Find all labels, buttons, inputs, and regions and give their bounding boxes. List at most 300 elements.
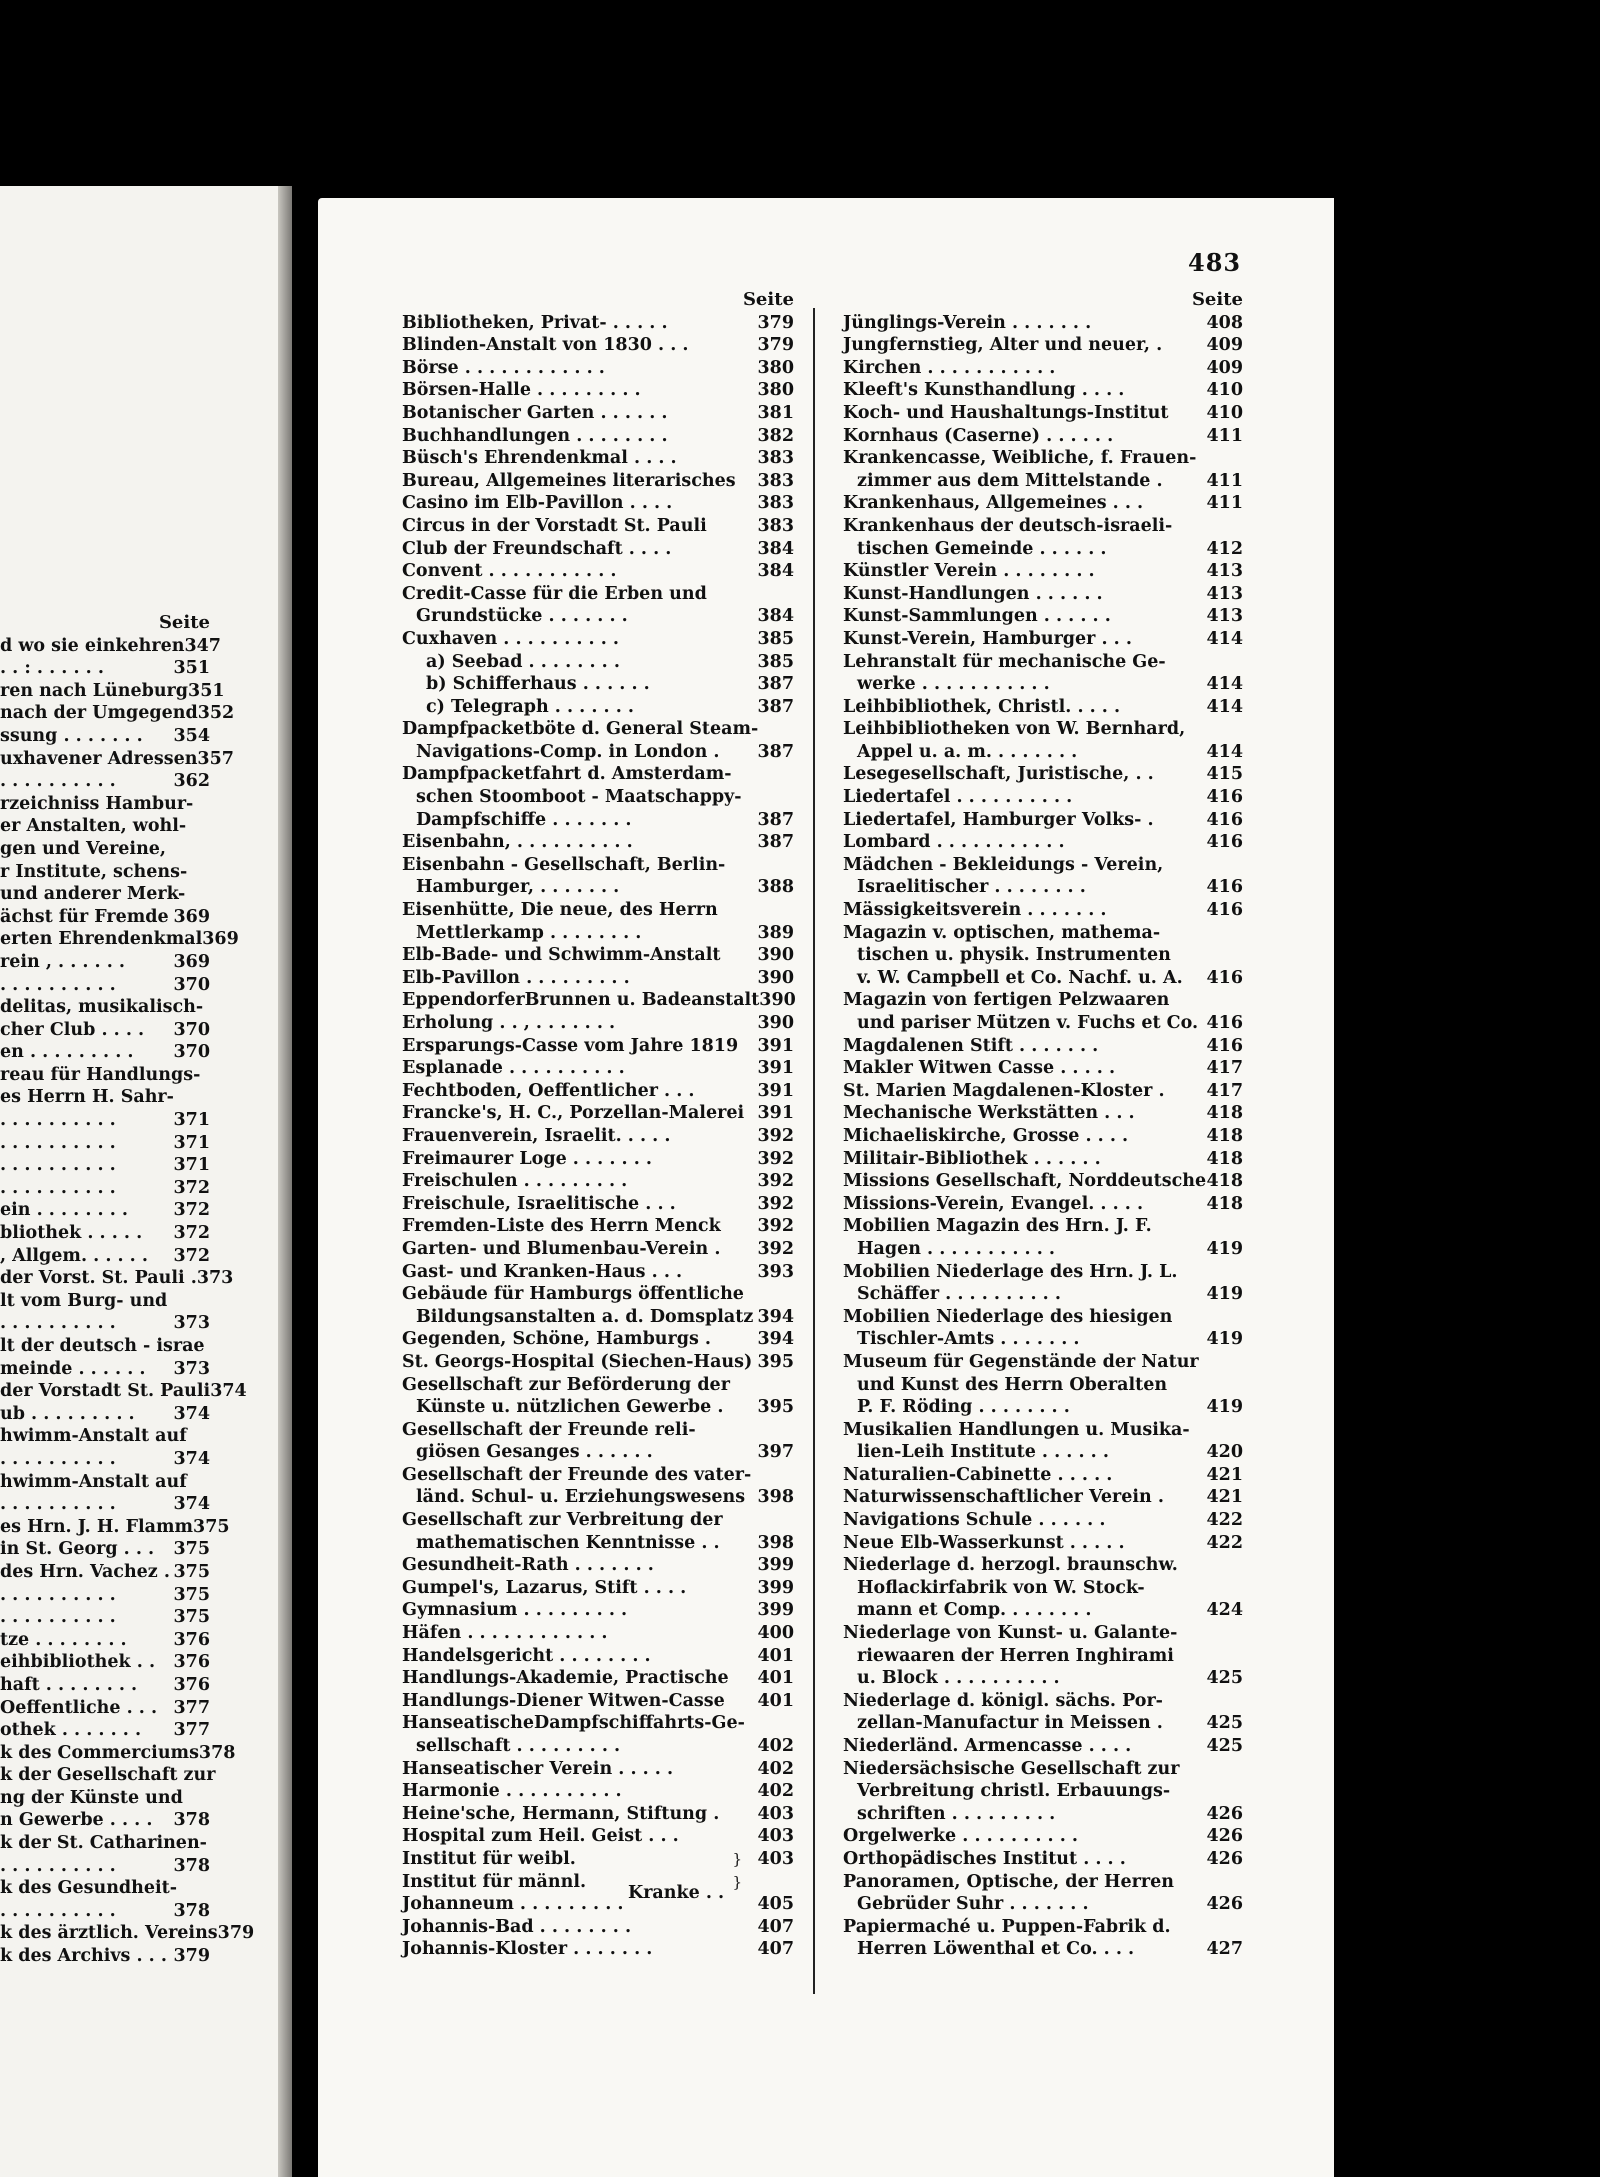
entry-text: Gesellschaft der Freunde des vater- <box>402 1464 752 1485</box>
entry-text: Missions Gesellschaft, Norddeutsche <box>843 1171 1207 1192</box>
index-entry <box>402 1306 794 1329</box>
entry-page: 374 <box>173 1494 210 1515</box>
index-entry <box>843 1125 1243 1148</box>
entry-text: , Allgem. . . . . . <box>0 1245 148 1266</box>
index-entry <box>402 651 794 674</box>
entry-text: Michaeliskirche, Grosse . . . . <box>843 1125 1129 1146</box>
index-entry <box>402 1509 794 1532</box>
index-entry <box>843 854 1243 877</box>
entry-text: Heine'sche, Hermann, Stiftung . <box>402 1803 720 1824</box>
entry-page: 385 <box>757 628 794 649</box>
entry-page: 390 <box>757 967 794 988</box>
index-entry <box>0 1199 210 1222</box>
index-entry <box>402 1758 794 1781</box>
entry-page <box>1191 1577 1243 1600</box>
entry-page <box>203 996 210 1019</box>
entry-page <box>187 861 210 884</box>
entry-page: 376 <box>173 1674 210 1695</box>
entry-page: 417 <box>1206 1058 1243 1079</box>
entry-page: 374 <box>173 1448 210 1469</box>
entry-page <box>1191 854 1243 877</box>
entry-text: Handlungs-Akademie, Practische <box>402 1668 729 1689</box>
index-entry <box>402 1419 794 1442</box>
column-header: Seite <box>1191 289 1243 310</box>
entry-text: lien-Leih Institute . . . . . . <box>857 1442 1109 1463</box>
entry-page: 371 <box>173 1132 210 1153</box>
index-entry <box>0 974 210 997</box>
entry-page: 354 <box>173 725 210 746</box>
page-number: 483 <box>1188 248 1242 277</box>
entry-text: Häfen . . . . . . . . . . . . <box>402 1623 608 1644</box>
entry-page: 379 <box>217 1923 255 1944</box>
right-index-column <box>843 289 1243 1961</box>
entry-page <box>207 1832 210 1855</box>
entry-page: 394 <box>757 1329 794 1350</box>
index-entry <box>843 1057 1243 1080</box>
entry-page <box>1191 1374 1243 1397</box>
entry-page: 387 <box>757 741 794 762</box>
index-entry <box>0 1922 255 1945</box>
entry-text: Johanneum . . . . . . . . . <box>402 1894 624 1915</box>
entry-page <box>742 899 794 922</box>
entry-text: bliothek . . . . . <box>0 1223 143 1244</box>
entry-page: 416 <box>1206 877 1243 898</box>
entry-text: . . . . . . . . . . <box>0 1448 116 1469</box>
index-entry <box>402 312 794 335</box>
index-entry <box>843 944 1243 967</box>
entry-page: 420 <box>1206 1442 1243 1463</box>
entry-text: Niederländ. Armencasse . . . . <box>843 1736 1132 1756</box>
entry-page: 378 <box>173 1855 210 1876</box>
index-entry <box>0 1945 210 1968</box>
index-entry <box>843 1080 1243 1103</box>
entry-page: 414 <box>1206 741 1243 762</box>
index-entry <box>402 1916 794 1939</box>
index-entry <box>0 1516 230 1539</box>
entry-page: 413 <box>1206 606 1243 627</box>
index-entry <box>402 379 794 402</box>
index-entry <box>402 854 794 877</box>
entry-page: 390 <box>757 1013 794 1033</box>
index-entry <box>402 470 794 493</box>
index-entry <box>0 1335 210 1358</box>
index-entry <box>402 560 794 583</box>
entry-page: 416 <box>1206 787 1243 808</box>
index-entry <box>402 1283 794 1306</box>
entry-text: Künste u. nützlichen Gewerbe . <box>416 1397 724 1418</box>
entry-page: 384 <box>757 606 794 627</box>
entry-page: 401 <box>757 1668 794 1689</box>
index-entry <box>0 1425 210 1448</box>
index-entry <box>0 1742 236 1765</box>
entry-page <box>742 763 794 786</box>
index-entry <box>843 673 1243 696</box>
index-entry <box>402 1938 794 1961</box>
entry-text: Francke's, H. C., Porzellan-Malerei <box>402 1103 745 1124</box>
entry-page <box>193 793 210 816</box>
entry-text: cher Club . . . . <box>0 1019 145 1040</box>
index-entry <box>0 1697 210 1720</box>
entry-text: Jungfernstieg, Alter und neuer, . <box>843 335 1163 356</box>
entry-page: 372 <box>173 1177 210 1198</box>
entry-text: hwimm-Anstalt auf <box>0 1426 187 1447</box>
entry-text: der Vorstadt St. Pauli <box>0 1381 211 1402</box>
index-entry <box>402 1893 794 1916</box>
entry-text: Niederlage d. herzogl. braunschw. <box>843 1555 1178 1576</box>
index-entry <box>0 1380 247 1403</box>
entry-text: Gesellschaft zur Beförderung der <box>402 1374 730 1395</box>
index-entry <box>843 1712 1243 1735</box>
entry-text: c) Telegraph . . . . . . . <box>426 696 635 717</box>
entry-text: rzeichniss Hambur- <box>0 793 194 814</box>
entry-text: Frauenverein, Israelit. . . . . <box>402 1125 671 1146</box>
entry-page <box>174 1086 210 1109</box>
entry-page <box>742 786 794 809</box>
entry-text: Freischulen . . . . . . . . . <box>402 1171 628 1192</box>
entry-text: tze . . . . . . . . <box>0 1629 127 1650</box>
entry-text: Gesundheit-Rath . . . . . . . <box>402 1555 654 1576</box>
index-entry <box>843 1283 1243 1306</box>
index-entry <box>402 1667 794 1690</box>
entry-page: 385 <box>757 651 794 672</box>
entry-page <box>1191 515 1243 538</box>
entry-text: u. Block . . . . . . . . . . <box>857 1668 1060 1689</box>
entry-page <box>758 718 794 741</box>
index-entry <box>0 1358 210 1381</box>
index-entry <box>843 1690 1243 1713</box>
entry-page: 418 <box>1206 1125 1243 1146</box>
index-entry <box>402 447 794 470</box>
entry-page: 347 <box>184 635 221 656</box>
index-entry <box>0 883 210 906</box>
entry-page: 375 <box>173 1607 210 1628</box>
entry-page <box>1191 1916 1243 1939</box>
entry-page: 369 <box>173 951 210 972</box>
entry-text: . . . . . . . . . . <box>0 1855 116 1876</box>
entry-page: 384 <box>757 538 794 559</box>
index-entry <box>402 1599 794 1622</box>
index-entry <box>843 402 1243 425</box>
entry-text: Harmonie . . . . . . . . . . <box>402 1781 622 1802</box>
entry-page <box>745 1712 794 1735</box>
entry-text: Gebrüder Suhr . . . . . . . <box>857 1894 1089 1915</box>
entry-text: haft . . . . . . . . <box>0 1674 138 1695</box>
index-entry <box>843 1419 1243 1442</box>
entry-text: Naturalien-Cabinette . . . . . <box>843 1464 1113 1485</box>
entry-text: Gast- und Kranken-Haus . . . <box>402 1261 683 1282</box>
index-entry <box>402 1351 794 1374</box>
entry-page: 390 <box>759 990 796 1011</box>
entry-page: 398 <box>757 1532 794 1553</box>
index-entry <box>843 831 1243 854</box>
entry-text: schen Stoomboot - Maatschappy- <box>416 787 742 808</box>
entry-text: ein . . . . . . . . <box>0 1200 128 1221</box>
entry-text: Gegenden, Schöne, Hamburgs . <box>402 1329 712 1350</box>
entry-page: 379 <box>757 312 794 333</box>
entry-text: zellan-Manufactur in Meissen . <box>857 1713 1163 1734</box>
entry-text: en . . . . . . . . . <box>0 1042 134 1063</box>
entry-page <box>1191 1758 1243 1781</box>
index-entry <box>843 1758 1243 1781</box>
index-entry <box>0 1561 210 1584</box>
entry-page: 369 <box>202 929 239 950</box>
index-entry <box>0 1606 210 1629</box>
entry-text: Navigations-Comp. in London . <box>416 741 720 762</box>
entry-page: 418 <box>1206 1193 1243 1214</box>
entry-page: 419 <box>1206 1329 1243 1350</box>
entry-page <box>742 583 794 606</box>
entry-text: Hamburger, . . . . . . . <box>416 877 620 898</box>
index-entry <box>843 1554 1243 1577</box>
entry-page: 378 <box>173 1900 210 1921</box>
entry-page: 425 <box>1206 1736 1243 1756</box>
entry-page <box>1191 1780 1243 1803</box>
index-entry <box>402 1735 794 1758</box>
index-entry <box>402 1622 794 1645</box>
entry-page: 375 <box>173 1561 210 1582</box>
entry-text: Verbreitung christl. Erbauungs- <box>857 1781 1171 1802</box>
entry-page <box>1191 718 1243 741</box>
index-entry <box>843 1645 1243 1668</box>
entry-page: 413 <box>1206 583 1243 604</box>
index-entry <box>402 989 794 1012</box>
index-entry <box>0 657 210 680</box>
entry-page: 376 <box>173 1629 210 1650</box>
entry-text: Hanseatischer Verein . . . . . <box>402 1758 674 1779</box>
index-entry <box>843 1351 1243 1374</box>
index-entry <box>402 1035 794 1058</box>
index-entry <box>843 1577 1243 1600</box>
entry-text: Krankenhaus der deutsch-israeli- <box>843 515 1173 536</box>
entry-page: 374 <box>210 1381 247 1402</box>
index-entry <box>843 876 1243 899</box>
index-entry <box>402 1825 794 1848</box>
entry-page: 376 <box>173 1652 210 1673</box>
index-entry <box>843 899 1243 922</box>
entry-page: 380 <box>757 380 794 401</box>
entry-text: St. Georgs-Hospital (Siechen-Haus) <box>402 1351 753 1372</box>
index-entry <box>0 1629 210 1652</box>
index-entry <box>843 1825 1243 1848</box>
index-entry <box>843 583 1243 606</box>
entry-page: 409 <box>1206 335 1243 356</box>
entry-text: Gumpel's, Lazarus, Stift . . . . <box>402 1577 687 1598</box>
entry-text: hwimm-Anstalt auf <box>0 1471 187 1492</box>
index-entry <box>402 1148 794 1171</box>
entry-text: Kunst-Verein, Hamburger . . . <box>843 628 1132 649</box>
index-entry <box>402 1871 794 1894</box>
entry-page: 392 <box>757 1238 794 1259</box>
entry-page: 410 <box>1206 380 1243 401</box>
entry-page: 383 <box>757 515 794 536</box>
entry-page: 425 <box>1206 1668 1243 1689</box>
index-entry <box>843 1193 1243 1216</box>
entry-text: . . . . . . . . . . <box>0 1494 116 1515</box>
entry-text: Hagen . . . . . . . . . . . <box>857 1238 1056 1259</box>
entry-text: Eisenbahn - Gesellschaft, Berlin- <box>402 854 726 875</box>
index-entry <box>0 1584 210 1607</box>
entry-text: . . . . . . . . . . <box>0 974 116 995</box>
index-entry <box>843 1780 1243 1803</box>
entry-text: Krankencasse, Weibliche, f. Frauen- <box>843 448 1197 469</box>
index-entry <box>843 1938 1243 1961</box>
entry-page: 417 <box>1206 1080 1243 1101</box>
entry-text: ren nach Lüneburg <box>0 680 189 701</box>
entry-text: Lesegesellschaft, Juristische, . . <box>843 764 1154 785</box>
entry-text: Club der Freundschaft . . . . <box>402 538 672 559</box>
index-entry <box>0 951 210 974</box>
entry-page: 419 <box>1206 1238 1243 1259</box>
entry-text: Hospital zum Heil. Geist . . . <box>402 1826 679 1847</box>
index-entry <box>402 1012 794 1035</box>
index-entry <box>402 1464 794 1487</box>
index-entry <box>402 1486 794 1509</box>
entry-text: Lehranstalt für mechanische Ge- <box>843 651 1166 672</box>
index-entry <box>0 1493 210 1516</box>
entry-text: es Hrn. J. H. Flamm <box>0 1516 194 1537</box>
index-entry <box>843 379 1243 402</box>
entry-text: . . . . . . . . . . <box>0 1155 116 1176</box>
entry-text: Buchhandlungen . . . . . . . . <box>402 425 668 446</box>
entry-page: 375 <box>193 1516 230 1537</box>
entry-page: 402 <box>757 1758 794 1779</box>
entry-text: b) Schifferhaus . . . . . . <box>426 674 650 695</box>
entry-text: Börse . . . . . . . . . . . . <box>402 357 605 378</box>
entry-text: Mädchen - Bekleidungs - Verein, <box>843 854 1164 875</box>
entry-page: 383 <box>757 493 794 514</box>
entry-text: Bureau, Allgemeines literarisches <box>402 470 736 491</box>
entry-text: in St. Georg . . . <box>0 1539 155 1560</box>
entry-page: 391 <box>757 1035 794 1056</box>
entry-text: mann et Comp. . . . . . . . <box>857 1600 1092 1621</box>
index-entry <box>0 1064 210 1087</box>
entry-page: 382 <box>757 425 794 446</box>
entry-page: 416 <box>1206 809 1243 830</box>
entry-page: 373 <box>173 1313 210 1334</box>
index-entry <box>843 1893 1243 1916</box>
entry-text: Israelitischer . . . . . . . . <box>857 877 1086 898</box>
entry-text: Mobilien Niederlage des Hrn. J. L. <box>843 1261 1178 1282</box>
entry-text: Handlungs-Diener Witwen-Casse <box>402 1690 725 1711</box>
entry-text: Mettlerkamp . . . . . . . . <box>416 922 642 943</box>
entry-text: tischen Gemeinde . . . . . . <box>857 538 1107 559</box>
entry-text: mathematischen Kenntnisse . . <box>416 1532 720 1553</box>
entry-page: 371 <box>173 1110 210 1131</box>
index-entry <box>0 1177 210 1200</box>
entry-text: Museum für Gegenstände der Natur <box>843 1351 1199 1372</box>
index-entry <box>402 1193 794 1216</box>
entry-page: 416 <box>1206 967 1243 988</box>
entry-text: Mässigkeitsverein . . . . . . . <box>843 900 1107 921</box>
index-entry <box>843 425 1243 448</box>
entry-text: k der St. Catharinen- <box>0 1833 207 1854</box>
entry-text: Orthopädisches Institut . . . . <box>843 1848 1126 1869</box>
entry-page: 401 <box>757 1645 794 1666</box>
entry-text: ng der Künste und <box>0 1787 183 1808</box>
entry-text: ssung . . . . . . . <box>0 725 143 746</box>
index-entry <box>843 312 1243 335</box>
entry-page: 370 <box>173 1042 210 1063</box>
entry-page: 425 <box>1206 1713 1243 1734</box>
index-entry <box>0 1222 210 1245</box>
entry-page: 427 <box>1206 1939 1243 1960</box>
entry-text: . . . . . . . . . . <box>0 771 116 792</box>
entry-page: 410 <box>1206 402 1243 423</box>
entry-text: k des ärztlich. Vereins <box>0 1923 218 1944</box>
entry-text: Hoflackirfabrik von W. Stock- <box>857 1577 1145 1598</box>
index-entry <box>843 1148 1243 1171</box>
entry-text: . . . . . . . . . . <box>0 1900 116 1921</box>
entry-page: 418 <box>1206 1148 1243 1169</box>
index-entry <box>0 928 239 951</box>
entry-text: Kunst-Sammlungen . . . . . . <box>843 606 1111 627</box>
entry-text: Schäffer . . . . . . . . . . <box>857 1284 1061 1305</box>
index-entry <box>843 1486 1243 1509</box>
entry-text: HanseatischeDampfschiffahrts-Ge- <box>402 1713 745 1734</box>
index-entry <box>843 1667 1243 1690</box>
entry-page: 387 <box>757 674 794 695</box>
entry-text: Kleeft's Kunsthandlung . . . . <box>843 380 1125 401</box>
entry-text: und Kunst des Herrn Oberalten <box>857 1374 1168 1395</box>
entry-page <box>742 854 794 877</box>
index-entry <box>0 1132 210 1155</box>
entry-text: Magazin v. optischen, mathema- <box>843 922 1161 943</box>
entry-page: 426 <box>1206 1826 1243 1847</box>
entry-text: lt vom Burg- und <box>0 1290 168 1311</box>
brace-mark: } <box>732 1849 742 1868</box>
entry-text: Freimaurer Loge . . . . . . . <box>402 1148 653 1169</box>
entry-page: 390 <box>757 945 794 966</box>
entry-page: 372 <box>173 1200 210 1221</box>
entry-page: 422 <box>1206 1532 1243 1553</box>
entry-page: 387 <box>757 832 794 853</box>
entry-text: Neue Elb-Wasserkunst . . . . . <box>843 1532 1125 1553</box>
entry-text: k des Gesundheit- <box>0 1878 177 1899</box>
entry-text: uxhavener Adressen <box>0 748 198 769</box>
entry-text: Orgelwerke . . . . . . . . . . <box>843 1826 1079 1847</box>
index-entry <box>0 815 210 838</box>
index-entry <box>0 1855 210 1878</box>
entry-page: 374 <box>173 1403 210 1424</box>
index-entry <box>0 1019 210 1042</box>
entry-text: Büsch's Ehrendenkmal . . . . <box>402 448 677 469</box>
left-index-column <box>0 612 255 1968</box>
index-entry <box>402 492 794 515</box>
index-entry <box>0 1674 210 1697</box>
entry-page <box>1191 1306 1243 1329</box>
entry-page: 403 <box>757 1803 794 1824</box>
index-entry <box>402 1577 794 1600</box>
entry-page: 373 <box>173 1358 210 1379</box>
index-entry <box>843 786 1243 809</box>
entry-page <box>1191 922 1243 945</box>
index-entry <box>402 786 794 809</box>
entry-text: es Herrn H. Sahr- <box>0 1087 174 1108</box>
entry-text: d wo sie einkehren <box>0 635 185 656</box>
entry-text: werke . . . . . . . . . . . <box>857 674 1050 695</box>
entry-text: Institut für weibl. <box>402 1848 576 1869</box>
kranke-label: Kranke . . <box>628 1883 725 1903</box>
entry-text: Elb-Bade- und Schwimm-Anstalt <box>402 945 721 966</box>
index-entry <box>843 628 1243 651</box>
index-entry <box>843 1848 1243 1871</box>
entry-text: Missions-Verein, Evangel. . . . . <box>843 1193 1144 1214</box>
index-entry <box>0 1109 210 1132</box>
entry-page: 409 <box>1206 357 1243 378</box>
index-entry <box>0 1154 210 1177</box>
entry-page: 407 <box>757 1939 794 1960</box>
entry-text: EppendorferBrunnen u. Badeanstalt <box>402 990 760 1011</box>
